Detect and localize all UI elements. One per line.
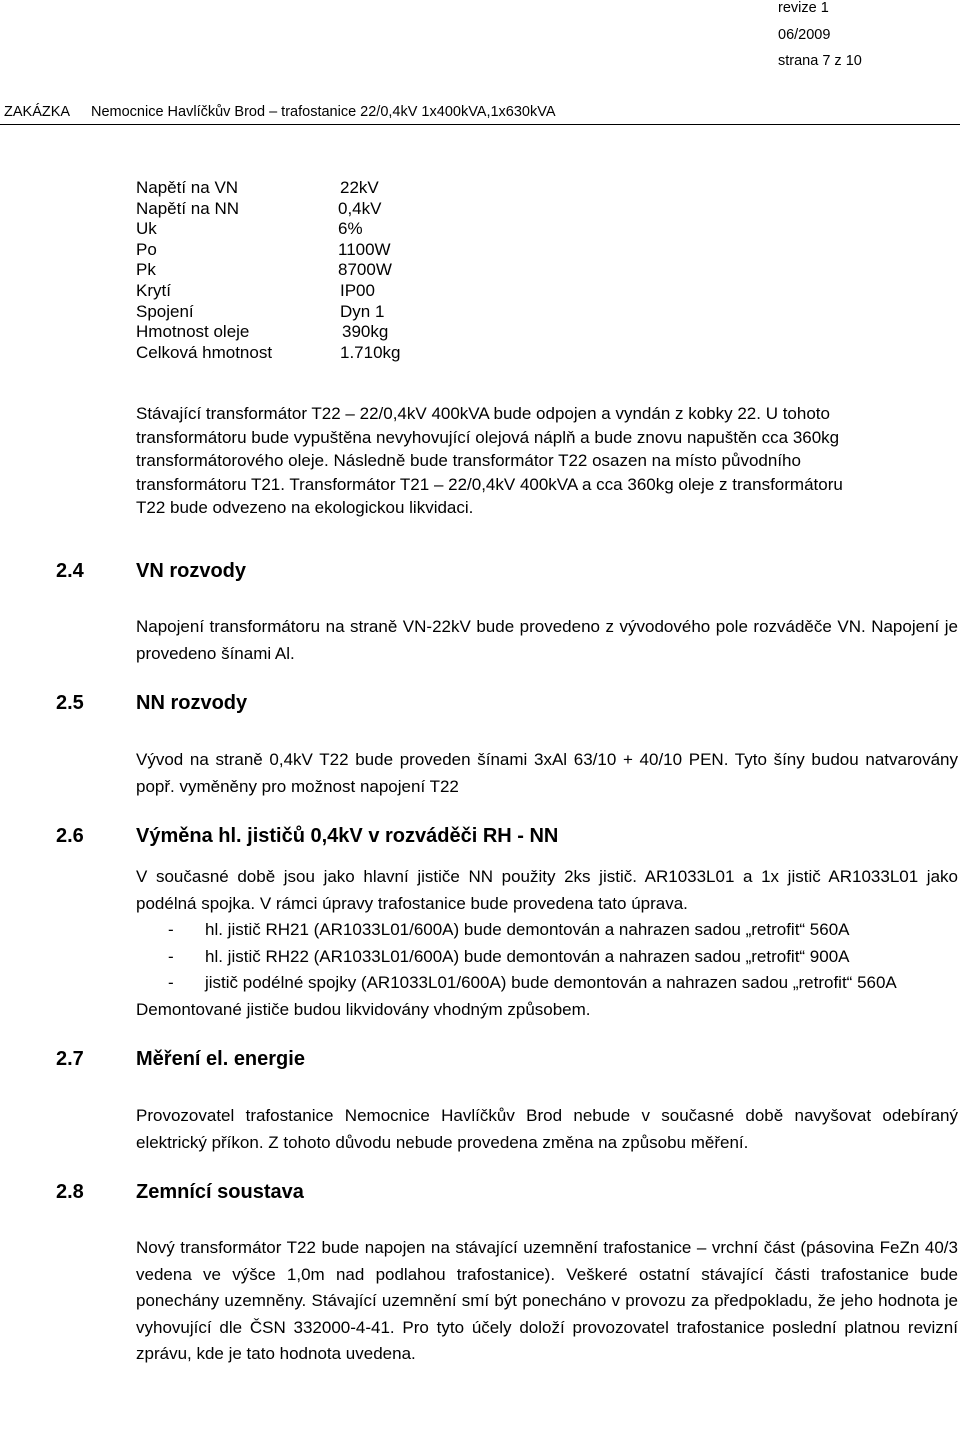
spec-value: IP00 bbox=[340, 280, 375, 300]
spec-label: Hmotnost oleje bbox=[136, 322, 250, 342]
spec-label: Napětí na VN bbox=[136, 178, 239, 197]
spec-label: Uk bbox=[136, 219, 157, 239]
spec-label: Krytí bbox=[136, 280, 171, 300]
spec-label: Po bbox=[136, 239, 157, 259]
list-item bbox=[136, 944, 958, 971]
revision-label: revize 1 bbox=[778, 0, 829, 16]
spec-value: 390kg bbox=[342, 322, 389, 342]
spec-value: 1.710kg bbox=[340, 342, 401, 362]
section-number: 2.8 bbox=[56, 1181, 84, 1203]
spec-label: Celková hmotnost bbox=[136, 342, 273, 362]
spec-value: Dyn 1 bbox=[340, 301, 385, 321]
list-item-text: jistič podélné spojky (AR1033L01/600A) bude demontován a nahrazen sadou „retrofit“ 560A bbox=[205, 973, 897, 993]
section-heading: NN rozvody bbox=[136, 692, 248, 714]
list-item bbox=[136, 917, 958, 944]
header-divider bbox=[0, 124, 960, 125]
section-closing: Demontované jističe budou likvidovány vhodným způsobem. bbox=[136, 999, 591, 1019]
spec-value: 22kV bbox=[340, 178, 379, 197]
section-text: Nový transformátor T22 bude napojen na stávající uzemnění trafostanice – vrchní část (pásovina FeZn 40/3 vedena ve výšce 1,0m nad podlahou trafostanice). Veškeré ostatní stávající části trafostanice bude ponechány uzemněny. Stávající uzemnění smí být ponecháno v provozu za předpokladu, že jeho hodnota je vyhovující dle ČSN 332000-4-41. Pro tyto účely doloží provozovatel trafostanice poslední platnou revizní zprávu, kde je tato hodnota uvedena. bbox=[136, 1238, 958, 1364]
section-body bbox=[136, 864, 958, 1024]
intro-line: T22 bude odvezeno na ekologickou likvidaci. bbox=[136, 498, 474, 517]
section-text: V současné době jsou jako hlavní jističe NN použity 2ks jistič. AR1033L01 a 1x jistič AR1033L01 jako podélná spojka. V rámci úpravy trafostanice bude provedena tato úprava. bbox=[136, 867, 958, 913]
list-dash: - bbox=[168, 946, 174, 966]
page-number: strana 7 z 10 bbox=[778, 53, 862, 69]
section-number: 2.5 bbox=[56, 692, 84, 714]
section-heading: VN rozvody bbox=[136, 560, 247, 582]
spec-value: 8700W bbox=[338, 260, 392, 280]
section-heading: Zemnící soustava bbox=[136, 1181, 304, 1203]
intro-line: Stávající transformátor T22 – 22/0,4kV 400kVA bude odpojen a vyndán z kobky 22. U tohoto bbox=[136, 404, 830, 423]
section-text: Napojení transformátoru na straně VN-22kV bude provedeno z vývodového pole rozváděče VN. Napojení je provedeno šínami Al. bbox=[136, 617, 958, 663]
intro-line: transformátoru bude vypuštěna nevyhovující olejová náplň a bude znovu napuštěn cca 360kg bbox=[136, 427, 840, 447]
order-label: ZAKÁZKA bbox=[4, 104, 71, 120]
intro-line: transformátoru T21. Transformátor T21 – 22/0,4kV 400kVA a cca 360kg oleje z transformátoru bbox=[136, 474, 843, 494]
section-number: 2.6 bbox=[56, 825, 84, 847]
list-item-text: hl. jistič RH22 (AR1033L01/600A) bude demontován a nahrazen sadou „retrofit“ 900A bbox=[205, 946, 850, 966]
date-label: 06/2009 bbox=[778, 27, 831, 43]
section-heading: Výměna hl. jističů 0,4kV v rozváděči RH - NN bbox=[136, 825, 559, 847]
intro-line: transformátorového oleje. Následně bude transformátor T22 osazen na místo původního bbox=[136, 451, 801, 470]
spec-label: Napětí na NN bbox=[136, 198, 239, 218]
list-item bbox=[136, 970, 958, 997]
spec-label: Spojení bbox=[136, 301, 194, 321]
spec-value: 1100W bbox=[338, 239, 391, 259]
list-dash: - bbox=[168, 973, 174, 993]
spec-value: 0,4kV bbox=[338, 198, 382, 218]
section-number: 2.7 bbox=[56, 1048, 84, 1070]
spec-label: Pk bbox=[136, 260, 156, 280]
spec-values bbox=[338, 178, 401, 363]
list-dash: - bbox=[168, 920, 174, 940]
section-number: 2.4 bbox=[56, 560, 84, 582]
spec-value: 6% bbox=[338, 219, 363, 239]
project-title: Nemocnice Havlíčkův Brod – trafostanice 22/0,4kV 1x400kVA,1x630kVA bbox=[91, 104, 556, 120]
section-text: Vývod na straně 0,4kV T22 bude proveden šínami 3xAl 63/10 + 40/10 PEN. Tyto šíny budou natvarovány popř. vyměněny pro možnost napojení T22 bbox=[136, 750, 958, 796]
section-heading: Měření el. energie bbox=[136, 1048, 305, 1070]
section-text: Provozovatel trafostanice Nemocnice Havlíčkův Brod nebude v současné době navyšovat odebíraný elektrický příkon. Z tohoto důvodu nebude provedena změna na způsobu měření. bbox=[136, 1106, 958, 1152]
spec-labels bbox=[136, 178, 272, 363]
list-item-text: hl. jistič RH21 (AR1033L01/600A) bude demontován a nahrazen sadou „retrofit“ 560A bbox=[205, 920, 850, 940]
intro-paragraph bbox=[136, 402, 843, 520]
